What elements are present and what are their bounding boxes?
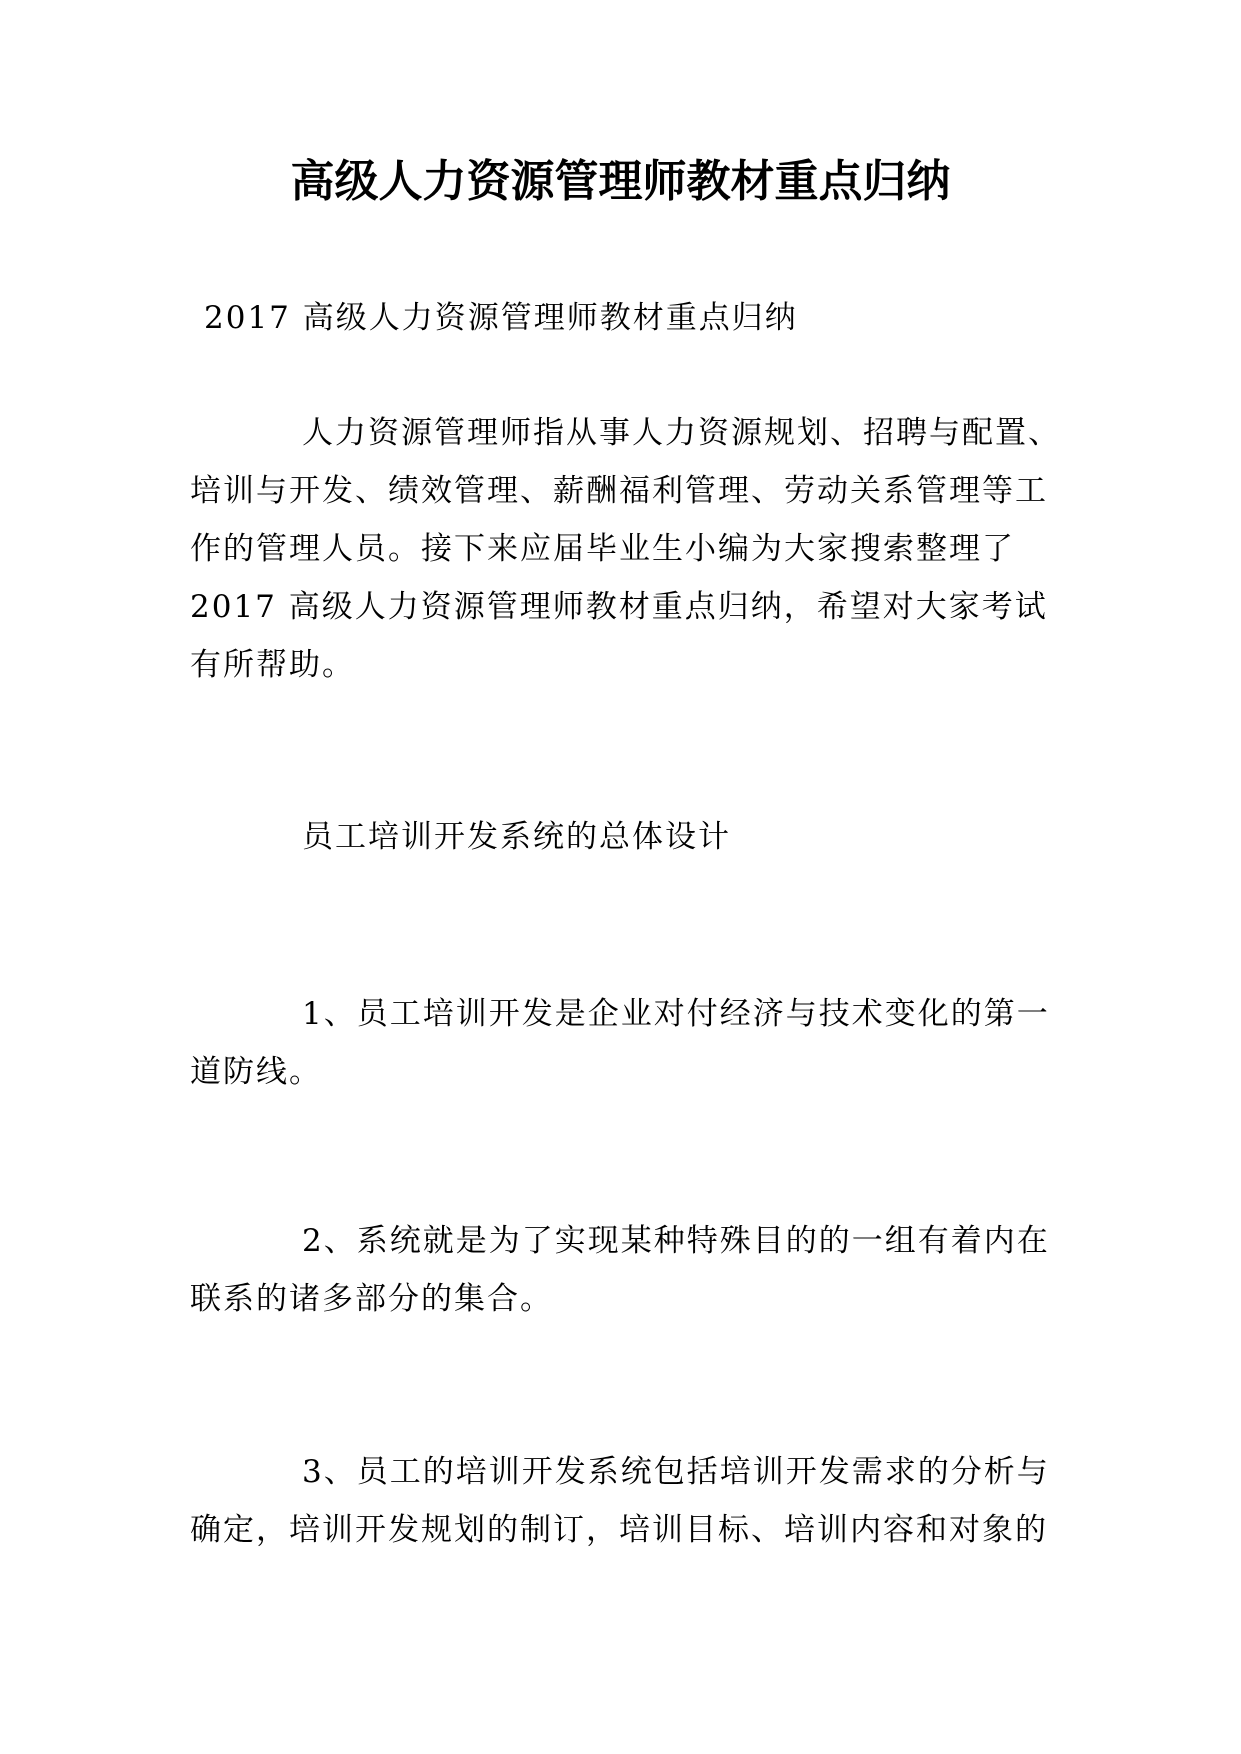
list-item: 1、员工培训开发是企业对付经济与技术变化的第一道防线。 (190, 996, 1050, 1090)
list-item: 3、员工的培训开发系统包括培训开发需求的分析与确定，培训开发规划的制订，培训目标、培训内容和对象的 (190, 1454, 1050, 1548)
document-title: 高级人力资源管理师教材重点归纳 (290, 156, 951, 207)
section-heading: 员工培训开发系统的总体设计 (302, 819, 731, 855)
list-item: 2、系统就是为了实现某种特殊目的的一组有着内在联系的诸多部分的集合。 (190, 1223, 1050, 1317)
intro-paragraph: 人力资源管理师指从事人力资源规划、招聘与配置、培训与开发、绩效管理、薪酬福利管理、劳动关系管理等工作的管理人员。接下来应届毕业生小编为大家搜索整理了 2017 高级人力资源管理师教材重点归纳，希望对大家考试有所帮助。 (190, 415, 1061, 683)
document-subtitle: 2017 高级人力资源管理师教材重点归纳 (204, 300, 798, 336)
